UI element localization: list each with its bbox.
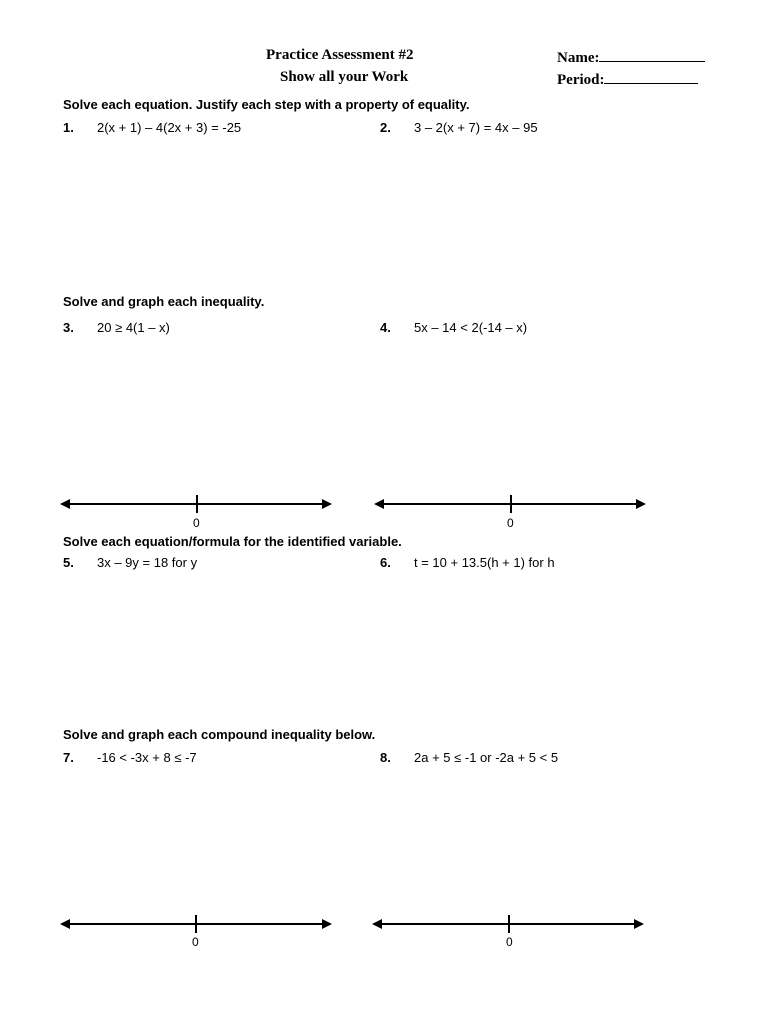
name-field bbox=[557, 47, 705, 67]
section-2-instruction: Solve and graph each inequality. bbox=[63, 294, 265, 309]
page-title: Practice Assessment #2 bbox=[266, 47, 414, 63]
problem-6-expression: t = 10 + 13.5(h + 1) for h bbox=[414, 555, 555, 570]
number-line-3-zero-label: 0 bbox=[193, 516, 200, 530]
section-3-instruction: Solve each equation/formula for the identified variable. bbox=[63, 534, 402, 549]
problem-3-expression: 20 ≥ 4(1 – x) bbox=[97, 320, 170, 335]
problem-4-expression: 5x – 14 < 2(-14 – x) bbox=[414, 320, 528, 335]
problem-7-expression: -16 < -3x + 8 ≤ -7 bbox=[97, 750, 197, 765]
problem-5-number: 5. bbox=[63, 555, 74, 570]
problem-8-expression: 2a + 5 ≤ -1 or -2a + 5 < 5 bbox=[414, 750, 559, 765]
number-line-7 bbox=[60, 914, 336, 934]
number-line-4 bbox=[374, 494, 650, 514]
problem-7-number: 7. bbox=[63, 750, 74, 765]
section-1-instruction: Solve each equation. Justify each step with a property of equality. bbox=[63, 97, 470, 112]
problem-2-expression: 3 – 2(x + 7) = 4x – 95 bbox=[414, 120, 538, 135]
number-line-7-zero-label: 0 bbox=[192, 935, 199, 949]
section-4-instruction: Solve and graph each compound inequality below. bbox=[63, 727, 376, 742]
page-subtitle: Show all your Work bbox=[280, 69, 409, 85]
problem-4-number: 4. bbox=[380, 320, 391, 335]
number-line-8-zero-label: 0 bbox=[506, 935, 513, 949]
problem-8-number: 8. bbox=[380, 750, 391, 765]
name-blank[interactable] bbox=[599, 47, 705, 62]
period-label: Period: bbox=[557, 72, 605, 88]
period-field bbox=[557, 69, 698, 89]
problem-6-number: 6. bbox=[380, 555, 391, 570]
problem-3-number: 3. bbox=[63, 320, 74, 335]
problem-1-expression: 2(x + 1) – 4(2x + 3) = -25 bbox=[97, 120, 242, 135]
number-line-8 bbox=[372, 914, 648, 934]
number-line-4-zero-label: 0 bbox=[507, 516, 514, 530]
problem-5-expression: 3x – 9y = 18 for y bbox=[97, 555, 198, 570]
problem-2-number: 2. bbox=[380, 120, 391, 135]
problem-1-number: 1. bbox=[63, 120, 74, 135]
name-label: Name: bbox=[557, 50, 600, 66]
number-line-3 bbox=[60, 494, 336, 514]
period-blank[interactable] bbox=[604, 69, 698, 84]
